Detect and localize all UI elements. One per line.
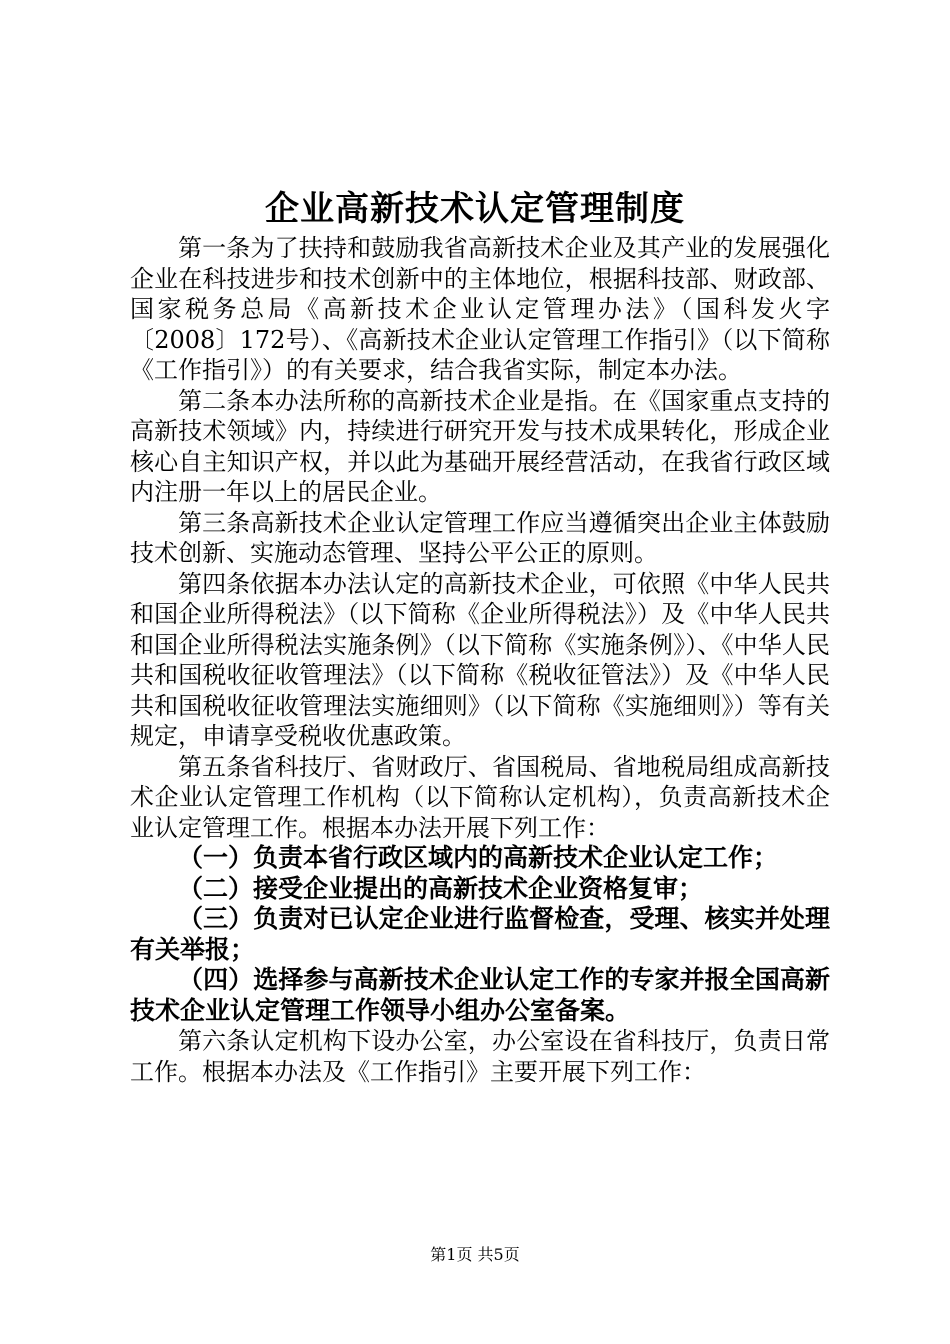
duty-item: （三）负责对已认定企业进行监督检查，受理、核实并处理有关举报； — [130, 904, 830, 964]
document-body — [130, 233, 830, 1087]
duty-item: （二）接受企业提出的高新技术企业资格复审； — [178, 873, 704, 903]
article-1: 第一条为了扶持和鼓励我省高新技术企业及其产业的发展强化企业在科技进步和技术创新中的主体地位，根据科技部、财政部、国家税务总局《高新技术企业认定管理办法》（国科发火字〔2008〕172号）、《高新技术企业认定管理工作指引》（以下简称《工作指引》）的有关要求，结合我省实际，制定本办法。 — [130, 234, 830, 384]
article-5: 第五条省科技厅、省财政厅、省国税局、省地税局组成高新技术企业认定管理工作机构（以下简称认定机构），负责高新技术企业认定管理工作。根据本办法开展下列工作： — [130, 752, 830, 842]
article-6: 第六条认定机构下设办公室，办公室设在省科技厅，负责日常工作。根据本办法及《工作指引》主要开展下列工作： — [130, 1027, 830, 1086]
article-4: 第四条依据本办法认定的高新技术企业，可依照《中华人民共和国企业所得税法》（以下简称《企业所得税法》）及《中华人民共和国企业所得税法实施条例》（以下简称《实施条例》）、《中华人民共和国税收征收管理法》（以下简称《税收征管法》）及《中华人民共和国税收征收管理法实施细则》（以下简称《实施细则》）等有关规定，申请享受税收优惠政策。 — [130, 569, 830, 750]
duty-item: （四）选择参与高新技术企业认定工作的专家并报全国高新技术企业认定管理工作领导小组办公室备案。 — [130, 965, 830, 1025]
article-2: 第二条本办法所称的高新技术企业是指。在《国家重点支持的高新技术领域》内，持续进行研究开发与技术成果转化，形成企业核心自主知识产权，并以此为基础开展经营活动，在我省行政区域内注册一年以上的居民企业。 — [130, 386, 830, 506]
duty-item: （一）负责本省行政区域内的高新技术企业认定工作； — [178, 843, 779, 872]
page-number-footer: 第1页 共5页 — [430, 1245, 520, 1264]
article-3: 第三条高新技术企业认定管理工作应当遵循突出企业主体鼓励技术创新、实施动态管理、坚持公平公正的原则。 — [130, 508, 830, 567]
document-title: 企业高新技术认定管理制度 — [265, 189, 685, 229]
